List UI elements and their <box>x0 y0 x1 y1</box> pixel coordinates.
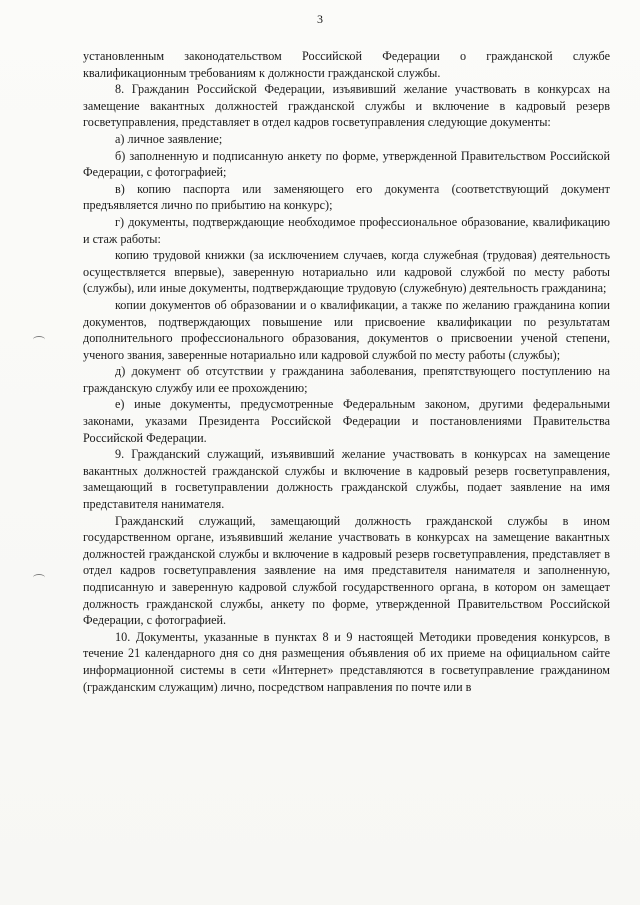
paragraph-employment-record: копию трудовой книжки (за исключением случаев, когда служебная (трудовая) деятельность осуществляется впервые), заверенную нотариально или кадровой службой по месту работы (службы), или иные документы, подтверждающие трудовую (служебную) деятельность гражданина; <box>83 248 610 296</box>
paragraph-subitem-e: е) иные документы, предусмотренные Федеральным законом, другими федеральными законами, указами Президента Российской Федерации и постановлениями Правительства Российской Федерации. <box>83 397 610 445</box>
paragraph-subitem-v: в) копию паспорта или заменяющего его документа (соответствующий документ предъявляется лично по прибытию на конкурс); <box>83 181 610 213</box>
paragraph-continuation: установленным законодательством Российской Федерации о гражданской службе квалификационным требованиям к должности гражданской службы. <box>83 49 610 80</box>
paragraph-subitem-a: а) личное заявление; <box>115 131 223 146</box>
page-number: 3 <box>317 12 323 26</box>
paragraph-other-agency: Гражданский служащий, замещающий должность гражданской службы в ином государственном органе, изъявивший желание участвовать в конкурсах на замещение вакантных должностей гражданской службы и включение в кадровый резерв госветуправления, представляет в отдел кадров госветуправления заявление на имя представителя нанимателя и заполненную, подписанную и заверенную кадровой службой государственного органа, в котором он замещает должность гражданской службы, анкету по форме, утвержденной Правительством Российской Федерации, с фотографией. <box>83 513 610 628</box>
paragraph-item-10: 10. Документы, указанные в пунктах 8 и 9 настоящей Методики проведения конкурсов, в течение 21 календарного дня со дня размещения объявления об их приеме на официальном сайте информационной системы в сети «Интернет» представляются в госветуправление гражданином (гражданским служащим) лично, посредством направления по почте или в <box>83 629 610 694</box>
paragraph-item-8: 8. Гражданин Российской Федерации, изъявивший желание участвовать в конкурсах на замещение вакантных должностей гражданской службы и включение в кадровый резерв госветуправления, представляет в отдел кадров госветуправления следующие документы: <box>83 82 610 130</box>
paragraph-subitem-g: г) документы, подтверждающие необходимое профессиональное образование, квалификацию и стаж работы: <box>83 214 610 246</box>
paragraph-education-docs: копии документов об образовании и о квалификации, а также по желанию гражданина копии документов, подтверждающих повышение или присвоение квалификации по результатам дополнительного профессионального образования, документов о присвоении ученой степени, ученого звания, заверенные нотариально или кадровой службой по месту работы (службы); <box>83 297 610 362</box>
scan-hole-mark <box>33 336 45 343</box>
scan-hole-mark <box>33 574 45 581</box>
paragraph-subitem-d: д) документ об отсутствии у гражданина заболевания, препятствующего поступлению на гражданскую службу или ее прохождению; <box>83 364 610 395</box>
paragraph-item-9: 9. Гражданский служащий, изъявивший желание участвовать в конкурсах на замещение вакантных должностей гражданской службы и включение в кадровый резерв госветуправления, замещающий в госветуправлении должность гражданской службы, подает заявление на имя представителя нанимателя. <box>83 447 610 512</box>
paragraph-subitem-b: б) заполненную и подписанную анкету по форме, утвержденной Правительством Российской Федерации, с фотографией; <box>83 148 610 180</box>
document-body <box>83 48 610 695</box>
